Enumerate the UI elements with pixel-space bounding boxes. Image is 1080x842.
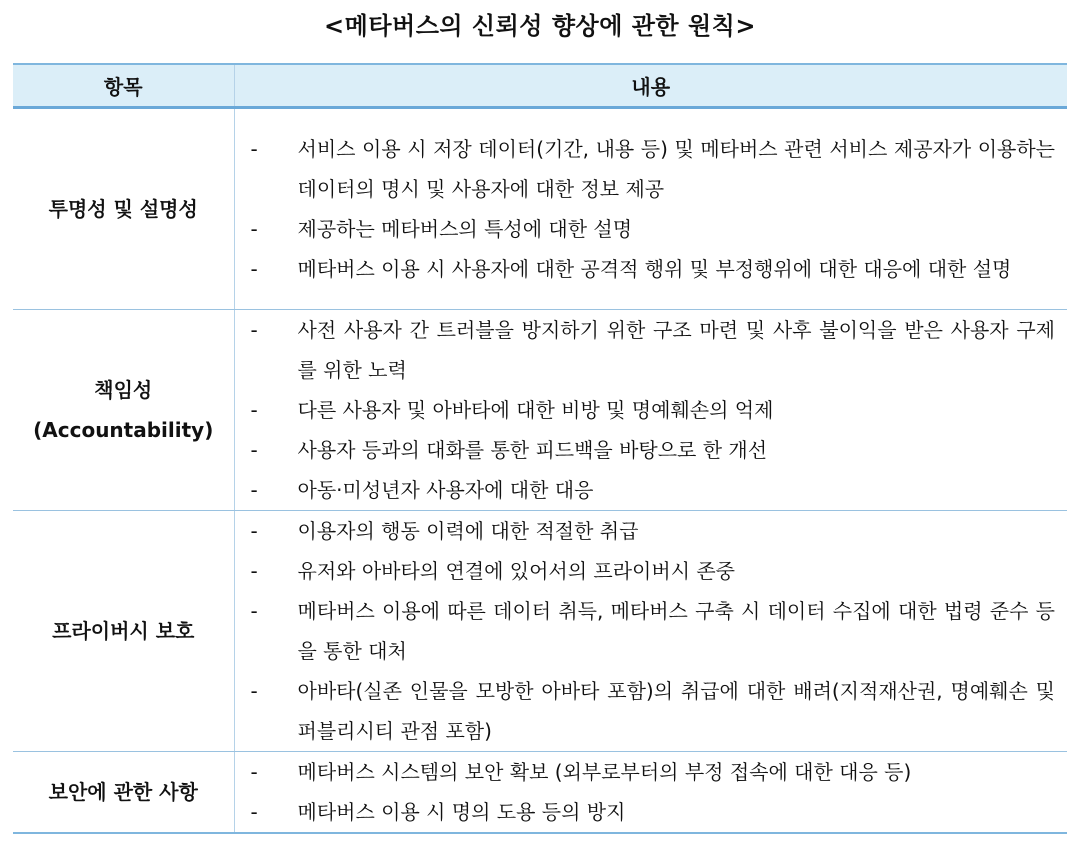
list-item [235, 671, 1068, 751]
list-item [235, 470, 1068, 510]
content-list [235, 752, 1068, 832]
list-item [235, 551, 1068, 591]
bullet-dash: - [250, 519, 258, 543]
list-item [235, 430, 1068, 470]
list-item-text: 메타버스 시스템의 보안 확보 (외부로부터의 부정 접속에 대한 대응 등) [297, 760, 912, 784]
category-cell [13, 511, 234, 752]
list-item-text: 사전 사용자 간 트러블을 방지하기 위한 구조 마련 및 사후 불이익을 받은 사용자 구제를 위한 노력 [297, 318, 1055, 382]
category-label-sub: (Accountability) [33, 418, 214, 442]
bullet-dash: - [250, 257, 258, 281]
list-item-text: 사용자 등과의 대화를 통한 피드백을 바탕으로 한 개선 [297, 438, 768, 462]
content-cell [234, 108, 1067, 310]
list-item-text: 메타버스 이용에 따른 데이터 취득, 메타버스 구축 시 데이터 수집에 대한 법령 준수 등을 통한 대처 [297, 599, 1055, 663]
bullet-dash: - [250, 599, 258, 623]
table-row-accountability [13, 310, 1067, 511]
header-content: 내용 [234, 64, 1067, 108]
content-list [235, 511, 1068, 751]
header-item: 항목 [13, 64, 234, 108]
header-row [13, 64, 1067, 108]
content-cell [234, 752, 1067, 834]
category-label: 책임성 [94, 378, 153, 402]
category-cell [13, 310, 234, 511]
list-item [235, 129, 1068, 209]
bullet-dash: - [250, 137, 258, 161]
bullet-dash: - [250, 398, 258, 422]
principles-table [13, 63, 1067, 834]
table-row-privacy [13, 511, 1067, 752]
bullet-dash: - [250, 800, 258, 824]
list-item-text: 이용자의 행동 이력에 대한 적절한 취급 [297, 519, 639, 543]
category-cell [13, 108, 234, 310]
list-item [235, 249, 1068, 289]
list-item-text: 다른 사용자 및 아바타에 대한 비방 및 명예훼손의 억제 [297, 398, 774, 422]
table-row-security [13, 752, 1067, 834]
category-label: 보안에 관한 사항 [48, 780, 198, 804]
bullet-dash: - [250, 478, 258, 502]
list-item-text: 아바타(실존 인물을 모방한 아바타 포함)의 취급에 대한 배려(지적재산권, 명예훼손 및 퍼블리시티 관점 포함) [297, 679, 1055, 743]
list-item [235, 310, 1068, 390]
category-label: 투명성 및 설명성 [48, 197, 198, 221]
content-cell [234, 310, 1067, 511]
list-item [235, 752, 1068, 792]
bullet-dash: - [250, 217, 258, 241]
bullet-dash: - [250, 679, 258, 703]
document-title: <메타버스의 신뢰성 향상에 관한 원칙> [324, 12, 756, 40]
list-item-text: 아동·미성년자 사용자에 대한 대응 [297, 478, 594, 502]
list-item-text: 메타버스 이용 시 사용자에 대한 공격적 행위 및 부정행위에 대한 대응에 대한 설명 [297, 257, 1012, 281]
bullet-dash: - [250, 760, 258, 784]
bullet-dash: - [250, 559, 258, 583]
list-item-text: 유저와 아바타의 연결에 있어서의 프라이버시 존중 [297, 559, 736, 583]
table-row-transparency [13, 108, 1067, 310]
bullet-dash: - [250, 318, 258, 342]
category-cell [13, 752, 234, 834]
list-item-text: 서비스 이용 시 저장 데이터(기간, 내용 등) 및 메타버스 관련 서비스 제공자가 이용하는 데이터의 명시 및 사용자에 대한 정보 제공 [297, 137, 1055, 201]
list-item [235, 591, 1068, 671]
list-item-text: 제공하는 메타버스의 특성에 대한 설명 [297, 217, 633, 241]
list-item [235, 511, 1068, 551]
content-list [235, 310, 1068, 510]
content-cell [234, 511, 1067, 752]
content-list [235, 129, 1068, 289]
list-item-text: 메타버스 이용 시 명의 도용 등의 방지 [297, 800, 626, 824]
list-item [235, 209, 1068, 249]
bullet-dash: - [250, 438, 258, 462]
list-item [235, 792, 1068, 832]
category-label: 프라이버시 보호 [52, 619, 195, 643]
list-item [235, 390, 1068, 430]
